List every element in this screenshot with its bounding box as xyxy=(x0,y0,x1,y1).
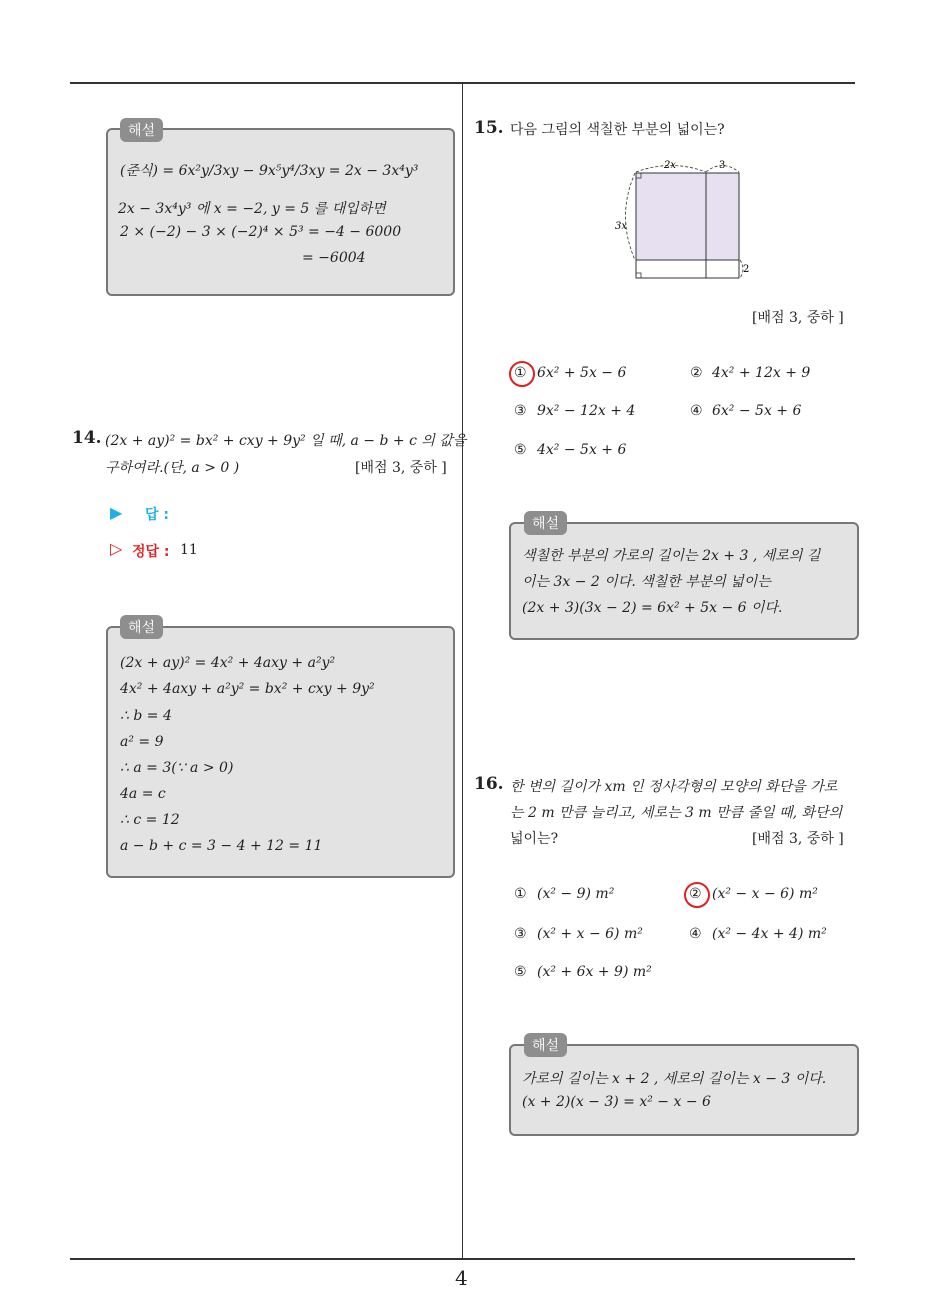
option-text[interactable]: 4x² + 12x + 9 xyxy=(712,365,811,381)
question-15-text: 다음 그림의 색칠한 부분의 넓이는? xyxy=(510,122,725,138)
question-16-text-2: 는 2 m 만큼 늘리고, 세로는 3 m 만큼 줄일 때, 화단의 xyxy=(510,805,843,821)
option-num[interactable]: ④ xyxy=(689,926,702,942)
option-text[interactable]: (x² − x − 6) m² xyxy=(712,886,818,902)
solution-14-line: 4a = c xyxy=(120,786,166,802)
option-num[interactable]: ⑤ xyxy=(514,442,527,458)
solution-15-line: 이는 3x − 2 이다. 색칠한 부분의 넓이는 xyxy=(522,574,771,590)
solution-16-line: (x + 2)(x − 3) = x² − x − 6 xyxy=(522,1094,711,1110)
option-text[interactable]: 4x² − 5x + 6 xyxy=(537,442,627,458)
solution-15-line: 색칠한 부분의 가로의 길이는 2x + 3 , 세로의 길 xyxy=(522,548,821,564)
solution-13-line-3: 2 × (−2) − 3 × (−2)⁴ × 5³ = −4 − 6000 xyxy=(120,224,402,240)
option-text[interactable]: (x² − 9) m² xyxy=(537,886,615,902)
question-16-text-1: 한 변의 길이가 xm 인 정사각형의 모양의 화단을 가로 xyxy=(510,779,838,795)
bottom-rule xyxy=(70,1258,855,1260)
option-text[interactable]: 9x² − 12x + 4 xyxy=(537,403,636,419)
shaded-region xyxy=(636,173,739,260)
question-14-number: 14. xyxy=(72,428,102,448)
correct-label: 정답 : xyxy=(132,544,170,560)
question-16-text-3: 넓이는? xyxy=(510,831,559,847)
right-angle-mark xyxy=(636,273,641,278)
solution-14-line: a² = 9 xyxy=(120,734,164,750)
answer-marker-icon: ▶ xyxy=(110,503,123,522)
option-num[interactable]: ⑤ xyxy=(514,964,527,980)
solution-15-tag: 해설 xyxy=(524,511,567,535)
correct-marker-icon: ▷ xyxy=(110,539,123,558)
option-num[interactable]: ① xyxy=(514,886,527,902)
option-num[interactable]: ③ xyxy=(514,403,527,419)
solution-14-line: ∴ c = 12 xyxy=(120,812,180,828)
option-num[interactable]: ② xyxy=(689,886,702,902)
option-text[interactable]: (x² − 4x + 4) m² xyxy=(712,926,827,942)
question-15-points: [배점 3, 중하 ] xyxy=(752,310,844,326)
solution-14-line: a − b + c = 3 − 4 + 12 = 11 xyxy=(120,838,323,854)
solution-16-tag: 해설 xyxy=(524,1033,567,1057)
solution-16-line: 가로의 길이는 x + 2 , 세로의 길이는 x − 3 이다. xyxy=(522,1071,827,1087)
fig-label-top-left: 2x xyxy=(664,160,677,171)
answer-label: 답 : xyxy=(145,507,169,523)
solution-15-line: (2x + 3)(3x − 2) = 6x² + 5x − 6 이다. xyxy=(522,600,783,616)
solution-14-line: ∴ a = 3(∵ a > 0) xyxy=(120,760,234,776)
page-number: 4 xyxy=(455,1266,468,1290)
option-text[interactable]: (x² + x − 6) m² xyxy=(537,926,643,942)
solution-13-line-2: 2x − 3x⁴y³ 에 x = −2, y = 5 를 대입하면 xyxy=(118,201,386,217)
fig-label-left: 3x xyxy=(615,221,628,232)
fig-label-right: 2 xyxy=(743,264,750,275)
solution-14-tag: 해설 xyxy=(120,615,163,639)
question-16-points: [배점 3, 중하 ] xyxy=(752,831,844,847)
question-14-text-1: (2x + ay)² = bx² + cxy + 9y² 일 때, a − b + c 의 값을 xyxy=(105,433,467,449)
correct-value: 11 xyxy=(180,542,198,558)
solution-14-line: 4x² + 4axy + a²y² = bx² + cxy + 9y² xyxy=(120,681,375,697)
solution-14-line: ∴ b = 4 xyxy=(120,708,172,724)
option-num[interactable]: ④ xyxy=(690,403,703,419)
brace-left xyxy=(626,173,636,260)
option-num[interactable]: ① xyxy=(514,365,527,381)
question-15-number: 15. xyxy=(474,118,504,138)
option-text[interactable]: 6x² − 5x + 6 xyxy=(712,403,802,419)
option-num[interactable]: ③ xyxy=(514,926,527,942)
solution-13-line-4: = −6004 xyxy=(302,250,366,266)
solution-13-tag: 해설 xyxy=(120,118,163,142)
question-14-text-2: 구하여라.(단, a > 0 ) xyxy=(105,460,240,476)
question-15-figure xyxy=(612,155,757,285)
solution-16-box xyxy=(509,1044,859,1136)
solution-14-line: (2x + ay)² = 4x² + 4axy + a²y² xyxy=(120,655,336,671)
fig-label-top-right: 3 xyxy=(719,160,726,171)
center-divider xyxy=(462,82,463,1259)
solution-13-line-1: (준식) = 6x²y/3xy − 9x⁵y⁴/3xy = 2x − 3x⁴y³ xyxy=(120,163,419,179)
option-text[interactable]: (x² + 6x + 9) m² xyxy=(537,964,652,980)
question-16-number: 16. xyxy=(474,774,504,794)
option-text[interactable]: 6x² + 5x − 6 xyxy=(537,365,627,381)
option-num[interactable]: ② xyxy=(690,365,703,381)
question-14-points: [배점 3, 중하 ] xyxy=(355,460,447,476)
